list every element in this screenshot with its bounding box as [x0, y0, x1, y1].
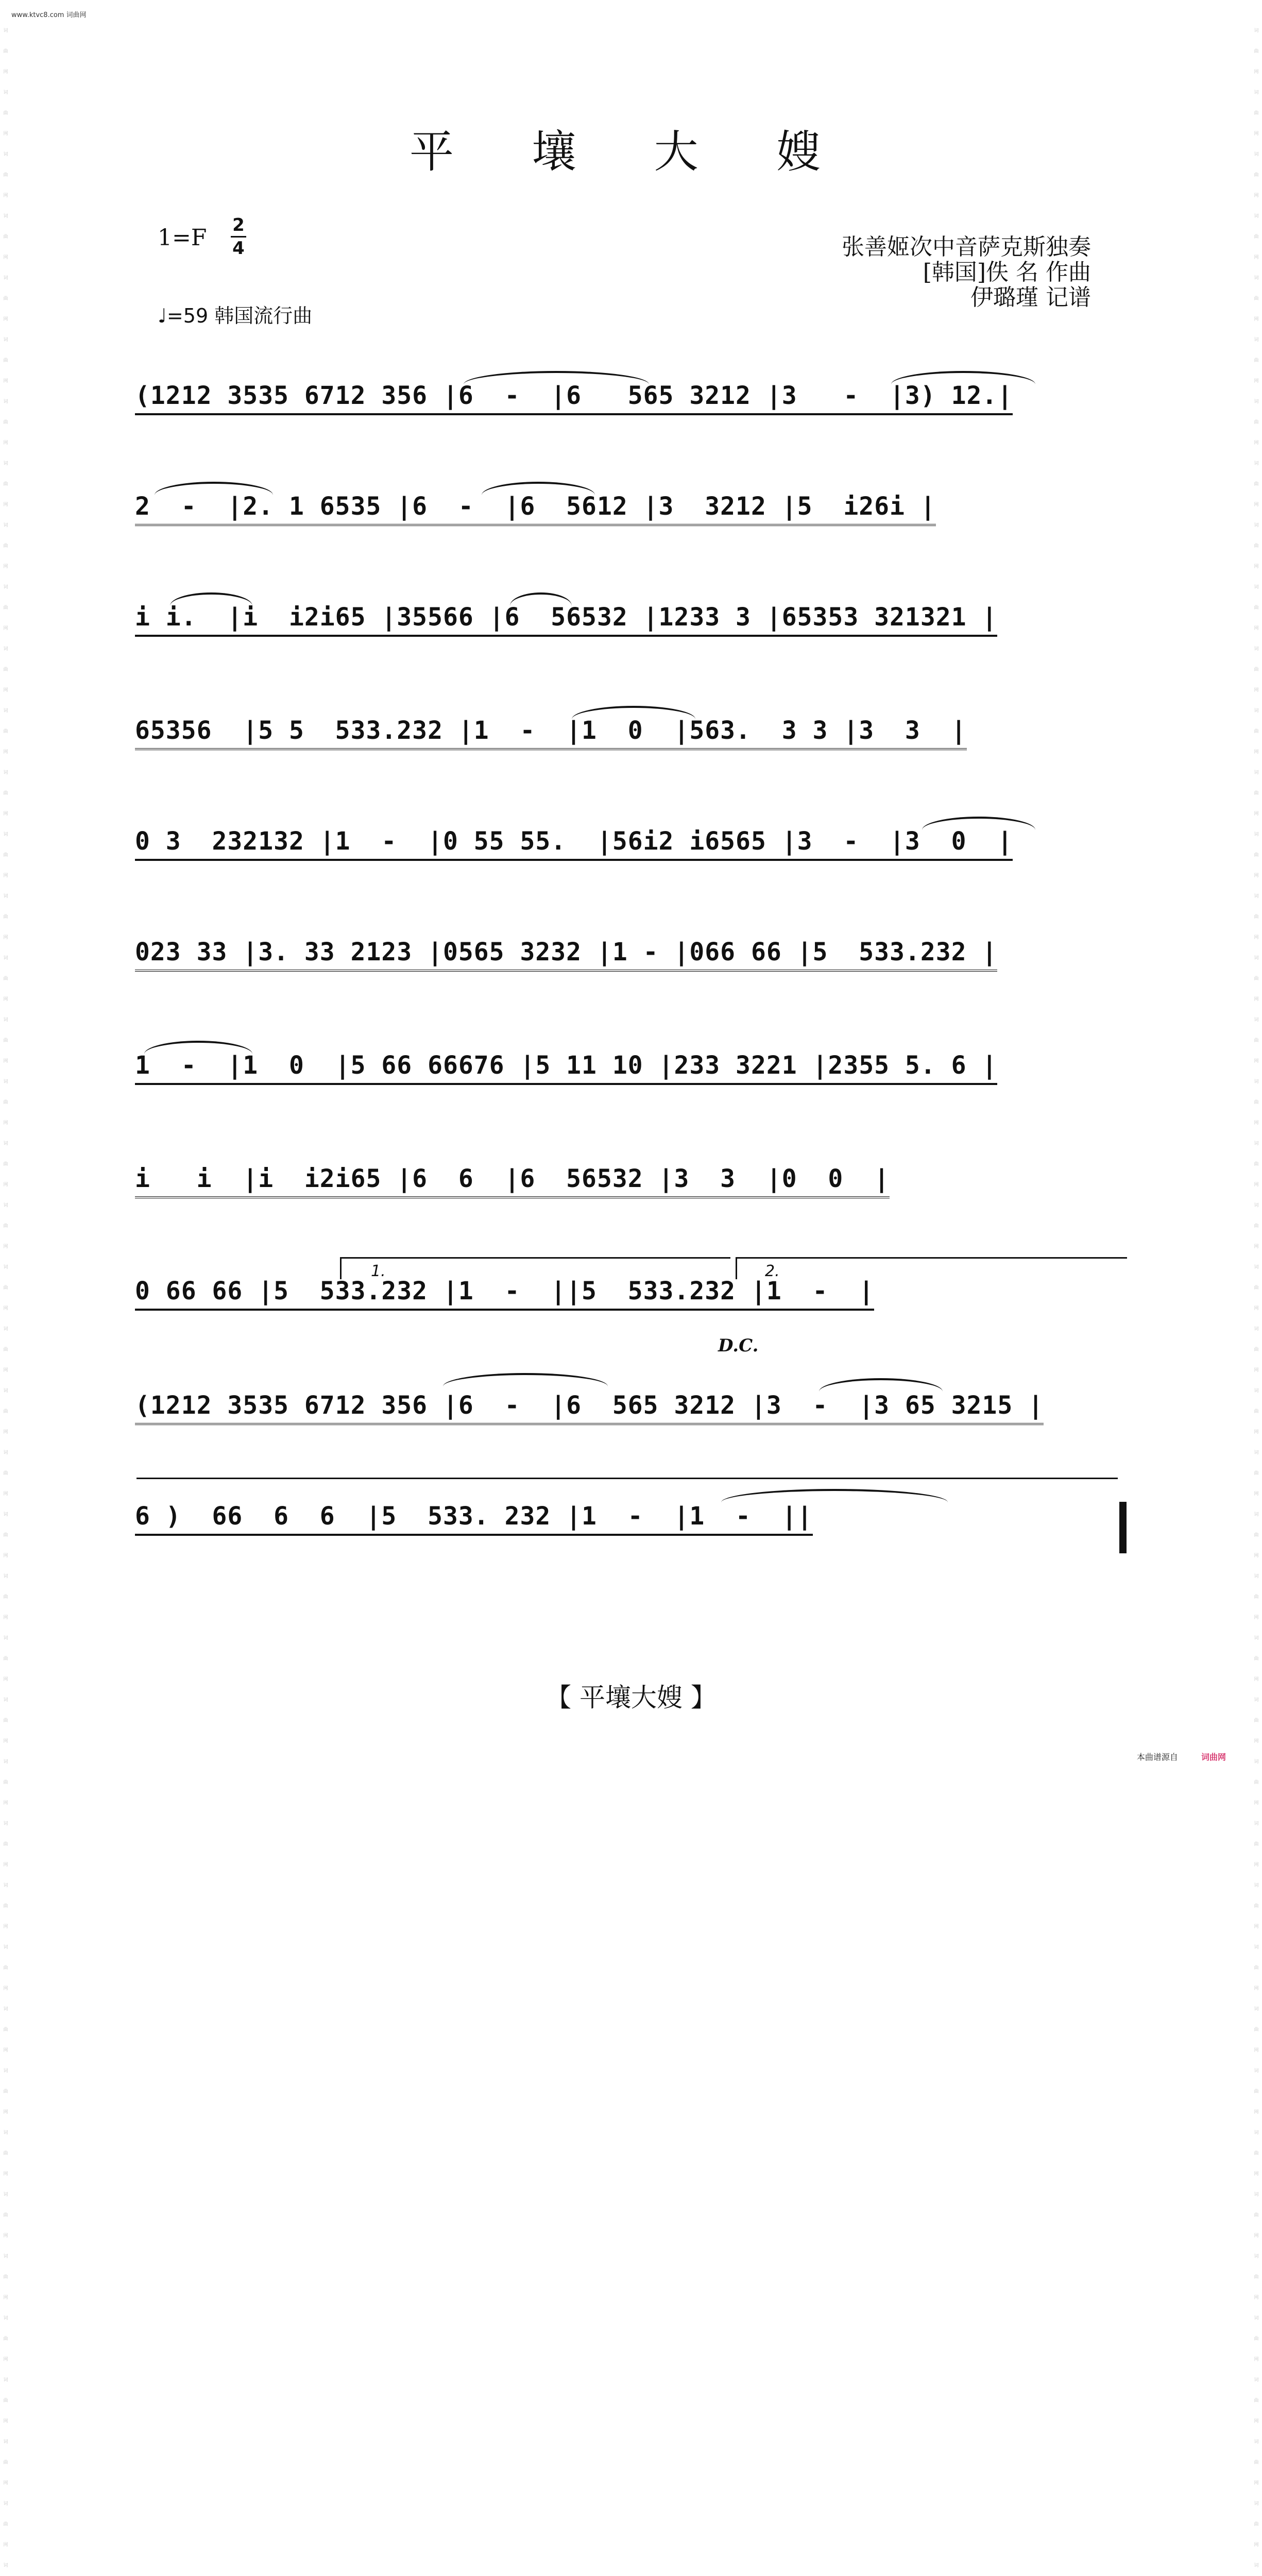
- corner-logo: 词曲网: [1201, 1752, 1226, 1762]
- staff-notes: i i |i i2i65 |6 6 |6 56532 |3 3 |0 0 |: [135, 1164, 890, 1198]
- final-barline: [1119, 1502, 1127, 1553]
- slur: [721, 1489, 948, 1502]
- staff-line-8: [135, 1164, 1133, 1198]
- transcriber-credit: 伊璐瑾 记谱: [970, 284, 1091, 311]
- slur: [482, 482, 595, 495]
- slur: [891, 371, 1035, 384]
- composer-credit: [韩国]佚 名 作曲: [923, 259, 1091, 285]
- footer-title: 【 平壤大嫂 】: [545, 1683, 717, 1713]
- slur: [144, 1041, 252, 1054]
- slur: [443, 1373, 608, 1386]
- staff-line-1: [135, 381, 1133, 415]
- performer-credit: 张善姬次中音萨克斯独奏: [842, 234, 1091, 260]
- staff-line-11: [135, 1502, 1133, 1536]
- corner-note: 本曲谱源自: [1136, 1752, 1178, 1762]
- staff-line-3: [135, 603, 1133, 637]
- time-signature: [231, 215, 246, 258]
- staff-line-4: [135, 716, 1133, 750]
- slur: [819, 1378, 943, 1392]
- staff-line-7: [135, 1051, 1133, 1085]
- key-signature: 1=F: [158, 225, 207, 251]
- site-url: www.ktvc8.com 词曲网: [11, 11, 87, 19]
- corner-source: [1137, 1751, 1226, 1762]
- volta-bracket-2: [736, 1257, 1127, 1279]
- staff-notes: 0 66 66 |5 533.232 |1 - ||5 533.232 |1 - |: [135, 1277, 874, 1311]
- staff-notes: 1 - |1 0 |5 66 66676 |5 11 10 |233 3221 |2355 5. 6 |: [135, 1051, 997, 1085]
- slur: [464, 371, 649, 384]
- side-watermark-left: 词曲网词曲网词曲网词曲网词曲网词曲网词曲网词曲网词曲网词曲网词曲网词曲网词曲网词曲网词曲网词曲网词曲网词曲网词曲网词曲网词曲网词曲网词曲网词曲网词曲网词曲网词曲网词曲网词曲网词曲网词曲网词曲网词曲网词曲网词曲网词曲网词曲网词曲网词曲网词曲网词曲网词: [3, 28, 8, 2568]
- slur: [170, 592, 252, 606]
- time-signature-bottom: 4: [232, 238, 245, 259]
- staff-line-9: [135, 1277, 1133, 1311]
- staff-notes: 0 3 232132 |1 - |0 55 55. |56i2 i6565 |3 - |3 0 |: [135, 827, 1013, 861]
- staff-line-5: [135, 827, 1133, 861]
- staff-notes: (1212 3535 6712 356 |6 - |6 565 3212 |3 - |3 65 3215 |: [135, 1391, 1044, 1425]
- staff-notes: i i. |i i2i65 |35566 |6 56532 |1233 3 |65353 321321 |: [135, 603, 997, 637]
- volta-1-label: 1.: [371, 1262, 386, 1280]
- side-watermark-right: 词曲网词曲网词曲网词曲网词曲网词曲网词曲网词曲网词曲网词曲网词曲网词曲网词曲网词曲网词曲网词曲网词曲网词曲网词曲网词曲网词曲网词曲网词曲网词曲网词曲网词曲网词曲网词曲网词曲网词曲网词曲网词曲网词曲网词曲网词曲网词曲网词曲网词曲网词曲网词曲网词曲网词: [1254, 28, 1259, 2568]
- staff-line-6: [135, 938, 1133, 972]
- volta-2-label: 2.: [765, 1262, 780, 1280]
- repeat-span-line: [137, 1478, 1118, 1479]
- time-signature-top: 2: [232, 215, 245, 235]
- tempo-marking: ♩=59 韩国流行曲: [158, 304, 313, 327]
- staff-notes: 65356 |5 5 533.232 |1 - |1 0 |563. 3 3 |3 3 |: [135, 716, 967, 750]
- staff-notes: (1212 3535 6712 356 |6 - |6 565 3212 |3 - |3) 12.|: [135, 381, 1013, 415]
- staff-notes: 6 ) 66 6 6 |5 533. 232 |1 - |1 - ||: [135, 1502, 813, 1536]
- page-title: 平 壤 大 嫂: [409, 126, 852, 178]
- staff-line-10: [135, 1391, 1133, 1425]
- staff-notes: 2 - |2. 1 6535 |6 - |6 5612 |3 3212 |5 i26i |: [135, 492, 936, 526]
- staff-line-2: [135, 492, 1133, 526]
- volta-bracket-1: [340, 1257, 730, 1279]
- slur: [155, 482, 273, 495]
- staff-notes: 023 33 |3. 33 2123 |0565 3232 |1 - |066 66 |5 533.232 |: [135, 938, 997, 972]
- dc-marking: D.C.: [718, 1335, 759, 1356]
- slur: [510, 592, 572, 606]
- slur: [922, 817, 1035, 830]
- slur: [572, 706, 695, 719]
